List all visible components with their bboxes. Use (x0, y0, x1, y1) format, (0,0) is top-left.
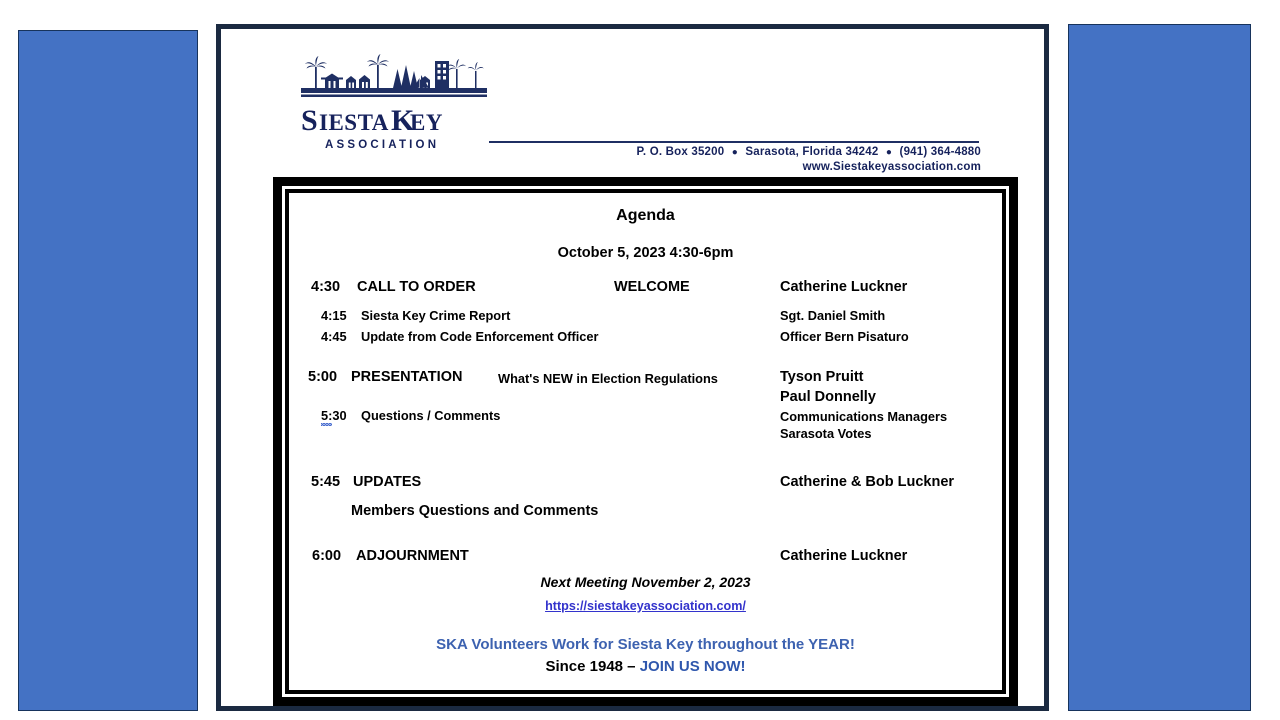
row-item: PRESENTATION (351, 369, 463, 385)
agenda-inner-border (285, 189, 1006, 694)
row-person: Catherine Luckner (780, 548, 908, 564)
row-time (321, 408, 347, 423)
website-text: www.Siestakeyassociation.com (802, 161, 981, 173)
row-item: CALL TO ORDER (357, 279, 476, 295)
bullet-separator-icon-2: ● (885, 147, 893, 158)
right-decorative-panel (1068, 24, 1251, 711)
agenda-middle-border (282, 186, 1009, 697)
contact-address-line (521, 145, 981, 160)
row-time: 4:30 (311, 279, 341, 295)
spellcheck-underline: 5: (321, 408, 333, 423)
row-time: 4:15 (321, 308, 347, 323)
row-time: 4:45 (321, 329, 347, 344)
next-meeting-text: Next Meeting November 2, 2023 (540, 574, 751, 590)
svg-text:K: K (391, 104, 415, 137)
agenda-sheet (289, 193, 1002, 690)
join-tagline (289, 658, 1002, 675)
agenda-title: Agenda (616, 207, 675, 224)
letterhead-contact-info (521, 145, 981, 175)
row-time: 6:00 (312, 548, 342, 564)
ska-logo (299, 47, 489, 162)
since-text: Since 1948 – (545, 658, 640, 675)
row-person: Communications Managers (780, 409, 948, 424)
svg-text:S: S (301, 104, 318, 137)
row-middle: WELCOME (614, 279, 690, 295)
association-website-link[interactable]: https://siestakeyassociation.com/ (545, 599, 746, 613)
row-person: Sarasota Votes (780, 426, 872, 441)
row-person: Officer Bern Pisaturo (780, 329, 909, 344)
bullet-separator-icon: ● (731, 147, 738, 158)
phone-text: (941) 364-4880 (899, 146, 981, 158)
row-time: 5:00 (308, 369, 338, 385)
svg-text:IESTA: IESTA (319, 110, 389, 135)
agenda-date-line: October 5, 2023 4:30-6pm (557, 245, 734, 261)
row-time: 5:45 (311, 474, 341, 490)
skyline-logo-icon (299, 47, 489, 99)
row-item: ADJOURNMENT (356, 548, 469, 564)
row-middle: What's NEW in Election Regulations (498, 371, 718, 386)
left-decorative-panel (18, 30, 198, 711)
agenda-outer-border (273, 177, 1018, 706)
ska-wordmark-icon (299, 97, 489, 155)
svg-text:EY: EY (410, 110, 443, 135)
row-person: Tyson Pruitt (780, 369, 864, 385)
row-person: Catherine & Bob Luckner (780, 474, 955, 490)
row-person: Sgt. Daniel Smith (780, 308, 886, 323)
slide-frame (216, 24, 1049, 711)
row-item: Members Questions and Comments (351, 503, 599, 519)
row-item: UPDATES (353, 474, 422, 490)
row-item: Questions / Comments (361, 408, 501, 423)
join-us-now-text: JOIN US NOW! (639, 658, 746, 675)
row-person: Paul Donnelly (780, 389, 876, 405)
letterhead-divider-rule (489, 141, 979, 143)
row-person: Catherine Luckner (780, 279, 908, 295)
letterhead (221, 29, 1044, 177)
svg-text:ASSOCIATION: ASSOCIATION (325, 139, 440, 151)
volunteer-tagline: SKA Volunteers Work for Siesta Key throughout the YEAR! (436, 636, 855, 653)
row-item: Siesta Key Crime Report (361, 308, 511, 323)
row-item: Update from Code Enforcement Officer (361, 329, 599, 344)
po-box-text: P. O. Box 35200 (636, 146, 725, 158)
row-time-suffix: 30 (332, 408, 347, 423)
city-state-zip-text: Sarasota, Florida 34242 (745, 146, 879, 158)
